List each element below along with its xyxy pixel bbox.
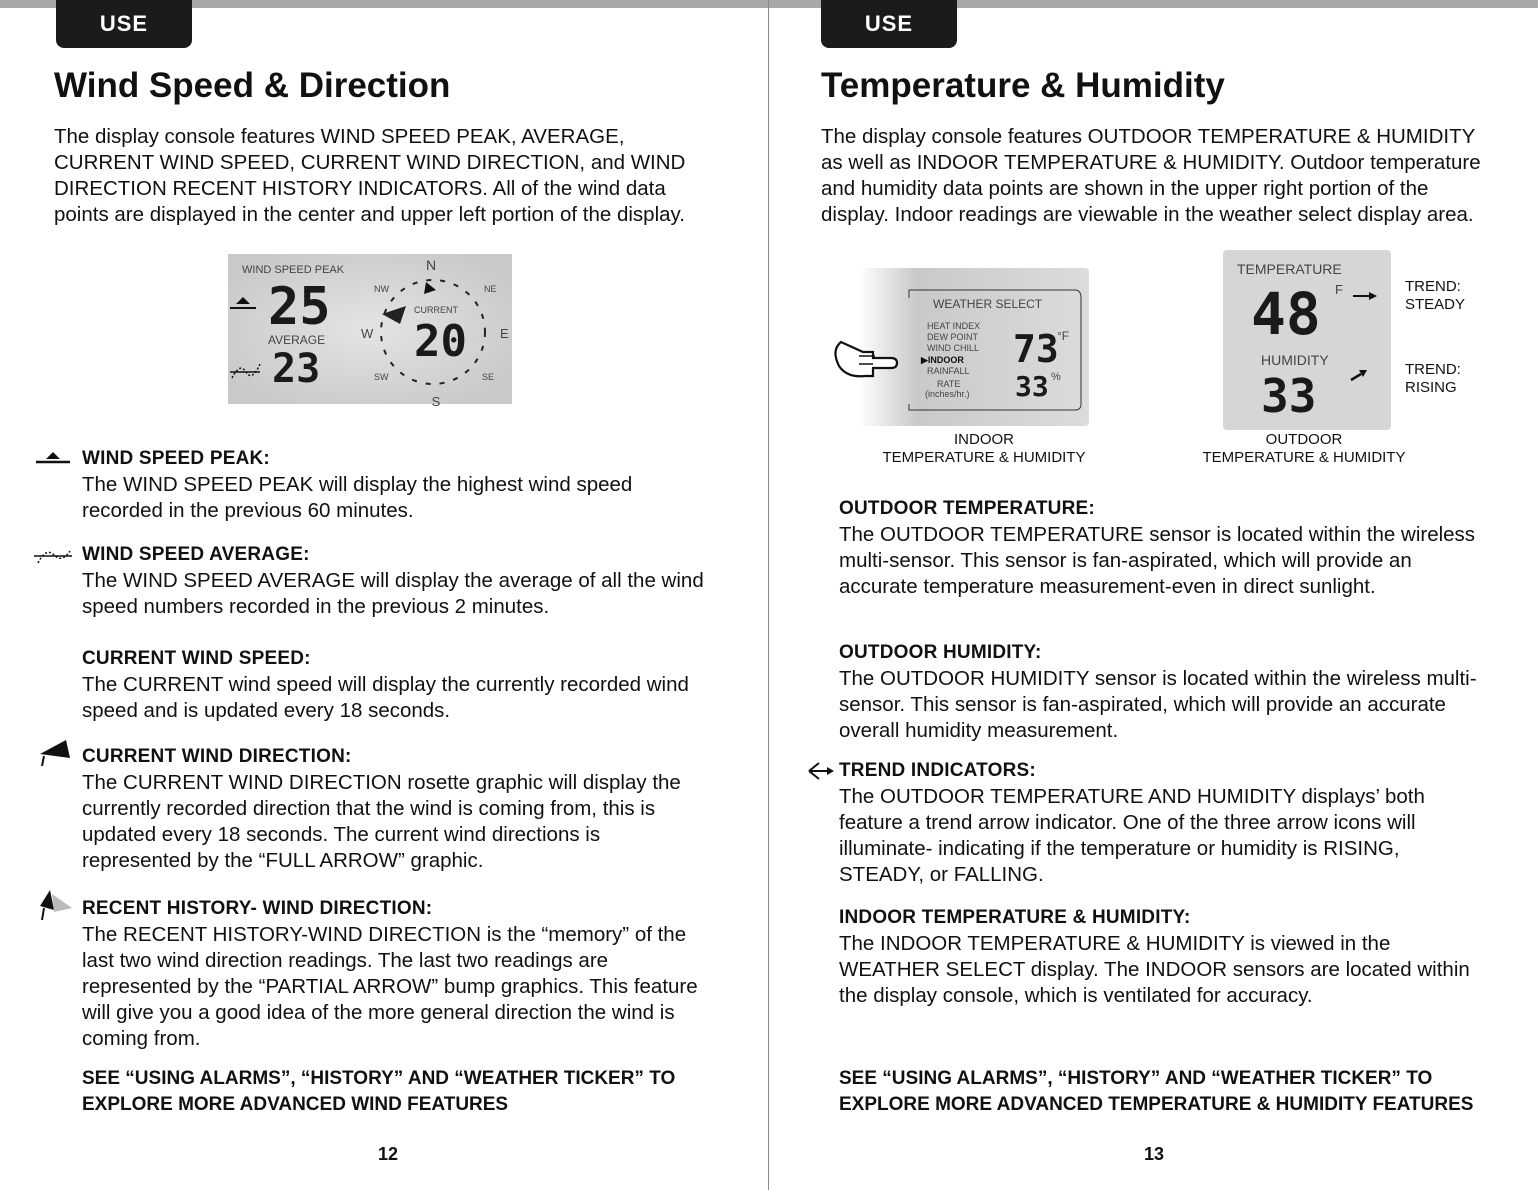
compass-sw: SW bbox=[374, 372, 389, 382]
outdoor-humidity-value: 33 bbox=[1261, 369, 1317, 423]
peak-icon bbox=[34, 450, 72, 466]
section-body: The CURRENT WIND DIRECTION rosette graphic will display the currently recorded direction that the wind is coming from, this is updated every 18 seconds. The current wind directions is represented by the “FULL ARROW” graphic. bbox=[82, 771, 681, 872]
page-title: Wind Speed & Direction bbox=[54, 66, 451, 105]
section-heading: TREND INDICATORS: bbox=[839, 760, 1036, 781]
caption-line: TEMPERATURE & HUMIDITY bbox=[882, 449, 1086, 466]
section-trend-indicators bbox=[839, 758, 1489, 888]
outdoor-temp-label: TEMPERATURE bbox=[1237, 261, 1342, 277]
average-label: AVERAGE bbox=[268, 333, 326, 347]
trend-steady-label bbox=[1405, 278, 1465, 314]
trend-arrows-icon bbox=[805, 760, 835, 782]
indoor-temp-unit: °F bbox=[1057, 329, 1070, 343]
indoor-humidity-value: 33 bbox=[1015, 370, 1049, 403]
use-tab: USE bbox=[821, 0, 957, 48]
average-icon bbox=[32, 545, 74, 565]
use-tab: USE bbox=[56, 0, 192, 48]
section-wind-speed-average bbox=[82, 542, 712, 620]
menu-indoor: ▶INDOOR bbox=[921, 355, 964, 365]
compass-nw: NW bbox=[374, 284, 389, 294]
section-current-wind-speed bbox=[82, 646, 712, 724]
section-body: The OUTDOOR TEMPERATURE sensor is located within the wireless multi-sensor. This sensor is fan-aspirated, which will provide an accurate temperature measurement-even in direct sunlight. bbox=[839, 523, 1476, 598]
trend-line: TREND: bbox=[1405, 361, 1461, 378]
indoor-temp-value: 73 bbox=[1013, 327, 1059, 371]
page-13 bbox=[769, 0, 1538, 1190]
section-outdoor-humidity bbox=[839, 640, 1489, 744]
section-heading: OUTDOOR HUMIDITY: bbox=[839, 642, 1042, 663]
page-number: 12 bbox=[378, 1144, 399, 1164]
section-body: The OUTDOOR HUMIDITY sensor is located within the wireless multi-sensor. This sensor is fan-aspirated, which will provide an accurate overall humidity measurement. bbox=[839, 667, 1477, 742]
section-body: The INDOOR TEMPERATURE & HUMIDITY is viewed in the WEATHER SELECT display. The INDOOR sensors are located within the display console, which is ventilated for accuracy. bbox=[839, 932, 1470, 1007]
section-recent-history bbox=[82, 896, 712, 1052]
menu-rate-unit: (inches/hr.) bbox=[925, 389, 970, 399]
trend-line: TREND: bbox=[1405, 278, 1461, 295]
current-value: 20 bbox=[414, 316, 467, 367]
weather-select-header: WEATHER SELECT bbox=[933, 297, 1043, 311]
compass-ne: NE bbox=[484, 284, 497, 294]
current-label: CURRENT bbox=[414, 305, 458, 315]
section-heading: CURRENT WIND DIRECTION: bbox=[82, 746, 352, 767]
section-outdoor-temperature bbox=[839, 496, 1489, 600]
indoor-lcd-display bbox=[829, 268, 1089, 428]
outdoor-lcd-display bbox=[1223, 250, 1393, 430]
peak-value: 25 bbox=[268, 277, 331, 337]
section-indoor-temp-humidity bbox=[839, 905, 1489, 1009]
partial-arrow-icon bbox=[36, 886, 76, 920]
outdoor-temp-unit: F bbox=[1335, 282, 1343, 297]
section-heading: RECENT HISTORY- WIND DIRECTION: bbox=[82, 898, 433, 919]
section-body: The RECENT HISTORY-WIND DIRECTION is the “memory” of the last two wind direction readings. The last two readings are represented by the “PARTIAL ARROW” bump graphics. This feature will give you a good idea of the more general direction the wind is coming from. bbox=[82, 923, 698, 1050]
page-title: Temperature & Humidity bbox=[821, 66, 1225, 105]
intro-paragraph: The display console features WIND SPEED PEAK, AVERAGE, CURRENT WIND SPEED, CURRENT WIND DIRECTION, and WIND DIRECTION RECENT HISTORY INDICATORS. All of the wind data points are displayed in the center and upper left portion of the display. bbox=[54, 125, 686, 226]
outdoor-caption bbox=[1199, 431, 1409, 467]
menu-dew-point: DEW POINT bbox=[927, 332, 978, 342]
indoor-caption bbox=[879, 431, 1089, 467]
intro-paragraph: The display console features OUTDOOR TEMPERATURE & HUMIDITY as well as INDOOR TEMPERATURE & HUMIDITY. Outdoor temperature and humidity data points are shown in the upper right portion of the display. Indoor readings are viewable in the weather select display area. bbox=[821, 125, 1481, 226]
compass-se: SE bbox=[482, 372, 495, 382]
caption-line: OUTDOOR bbox=[1265, 431, 1343, 448]
section-body: The WIND SPEED AVERAGE will display the average of all the wind speed numbers recorded in the previous 2 minutes. bbox=[82, 569, 704, 618]
see-more-note: SEE “USING ALARMS”, “HISTORY” AND “WEATHER TICKER” TO EXPLORE MORE ADVANCED WIND FEATURES bbox=[82, 1068, 676, 1115]
section-body: The CURRENT wind speed will display the currently recorded wind speed and is updated every 18 seconds. bbox=[82, 673, 689, 722]
menu-rate: RATE bbox=[937, 379, 961, 389]
wind-lcd-display bbox=[228, 254, 512, 414]
caption-line: TEMPERATURE & HUMIDITY bbox=[1202, 449, 1406, 466]
section-heading: INDOOR TEMPERATURE & HUMIDITY: bbox=[839, 907, 1191, 928]
compass-n: N bbox=[425, 257, 437, 273]
menu-rainfall: RAINFALL bbox=[927, 366, 970, 376]
outdoor-humidity-label: HUMIDITY bbox=[1261, 352, 1329, 368]
section-wind-speed-peak bbox=[82, 446, 712, 524]
section-heading: WIND SPEED PEAK: bbox=[82, 448, 270, 469]
section-body: The WIND SPEED PEAK will display the highest wind speed recorded in the previous 60 minutes. bbox=[82, 473, 633, 522]
menu-wind-chill: WIND CHILL bbox=[927, 343, 980, 353]
section-heading: OUTDOOR TEMPERATURE: bbox=[839, 498, 1095, 519]
average-value: 23 bbox=[272, 346, 321, 392]
compass-s: S bbox=[431, 394, 441, 409]
menu-heat-index: HEAT INDEX bbox=[927, 321, 981, 331]
trend-line: STEADY bbox=[1405, 296, 1466, 313]
indoor-humidity-unit: % bbox=[1051, 371, 1061, 383]
compass-e: E bbox=[500, 326, 509, 341]
trend-line: RISING bbox=[1405, 379, 1457, 396]
section-body: The OUTDOOR TEMPERATURE AND HUMIDITY displays’ both feature a trend arrow indicator. One of the three arrow icons will illuminate- indicating if the temperature or humidity is RISING, STEADY, or FALLING. bbox=[839, 785, 1425, 886]
full-arrow-icon bbox=[36, 736, 76, 766]
outdoor-temp-value: 48 bbox=[1251, 280, 1321, 348]
section-heading: WIND SPEED AVERAGE: bbox=[82, 544, 310, 565]
see-more-note: SEE “USING ALARMS”, “HISTORY” AND “WEATHER TICKER” TO EXPLORE MORE ADVANCED TEMPERATURE & HUMIDITY FEATURES bbox=[839, 1068, 1474, 1115]
compass-w: W bbox=[361, 326, 374, 341]
section-current-wind-direction bbox=[82, 744, 712, 874]
section-heading: CURRENT WIND SPEED: bbox=[82, 648, 311, 669]
peak-label: WIND SPEED PEAK bbox=[242, 264, 345, 276]
page-number: 13 bbox=[1144, 1144, 1165, 1164]
caption-line: INDOOR bbox=[954, 431, 1014, 448]
trend-rising-label bbox=[1405, 361, 1461, 397]
